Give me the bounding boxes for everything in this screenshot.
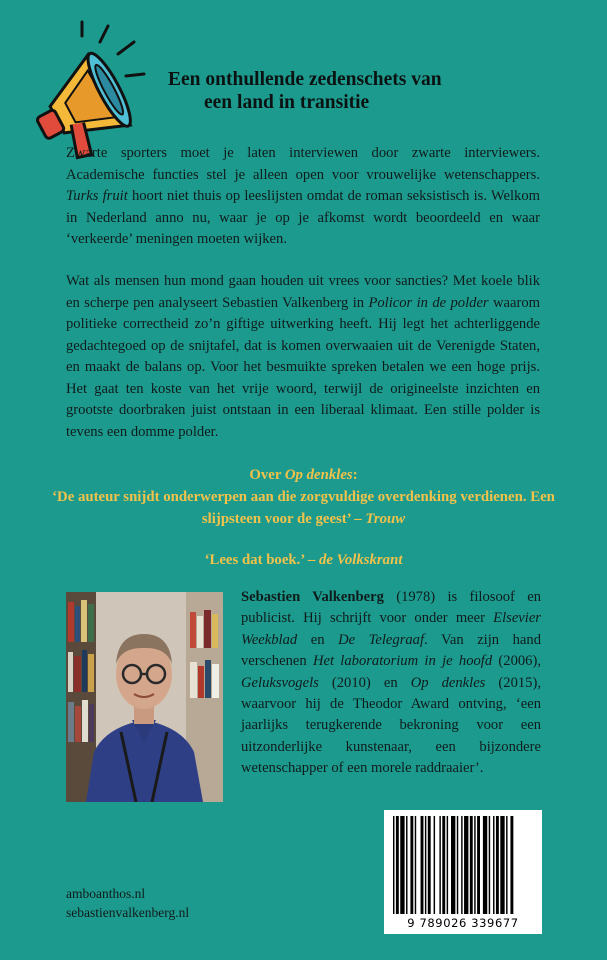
author-bio <box>241 587 541 780</box>
publisher-url[interactable]: amboanthos.nl <box>66 886 146 901</box>
quote-heading-title: Op denkles <box>284 467 353 483</box>
bio-title-telegraaf: De Telegraaf <box>338 631 425 648</box>
book-title-policor: Policor in de polder <box>368 294 489 311</box>
paragraph-intro <box>66 143 540 251</box>
websites <box>66 884 266 922</box>
bio-text-4: (2006), <box>492 653 541 670</box>
headline-line-2: een land in transitie <box>204 92 370 113</box>
headline-line-1: Een onthullende zedenschets van <box>168 69 442 90</box>
bio-title-elsevier: Elsevier Weekblad <box>241 610 541 648</box>
bio-text-6: (2015), waarvoor hij de Theodor Award ontving, ‘een jaarlijks terugkerende bekroning voor een uitzonderlijke kunstenaar, een bijzondere wetenschapper of een morele raddraaier’. <box>241 674 541 777</box>
headline <box>168 68 588 114</box>
paragraph-intro-part1: Zwarte sporters moet je laten interviewen door zwarte interviewers. Academische functies stel je alleen open voor vrouwelijke wetenschappers. <box>66 145 540 183</box>
bio-text-1: (1978) is filosoof en publicist. Hij schrijft voor onder meer <box>241 589 541 627</box>
quote-heading-suffix: : <box>352 467 358 483</box>
barcode <box>384 810 542 934</box>
quote-volkskrant-text: ‘Lees dat boek.’ – <box>204 552 319 568</box>
quote-volkskrant-source: de Volkskrant <box>318 552 403 568</box>
bio-title-laboratorium: Het laboratorium in je hoofd <box>312 653 493 670</box>
bio-text-5: (2010) en <box>318 674 411 691</box>
megaphone-icon <box>22 20 162 160</box>
paragraph-intro-part2: hoort niet thuis op leeslijsten omdat de roman seksistisch is. Welkom in Nederland anno nu, waar je op je afkomst wordt beoordeeld en waar ‘verkeerde’ meningen moeten wijken. <box>66 188 541 247</box>
paragraph-summary-part2: waarom politieke correctheid zo’n giftige uitwerking heeft. Hij legt het achterliggende gedachtegoed op de snijtafel, dat is komen overwaaien uit de Verenigde Staten, en maakt de balans op. Voor het besmuikte spreken betalen we een hoge prijs. Het gaat ten koste van het vrije woord, terwijl de origineelste inzichten en grootste doorbraken juist ontstaan in een liberaal klimaat. Een stille polder is tevens een domme polder. <box>66 294 540 440</box>
paragraph-summary-part1: Wat als mensen hun mond gaan houden uit vrees voor sancties? Met koele blik en scherpe pen analyseert Sebastien Valkenberg in <box>66 273 540 311</box>
isbn-number: 9 789026 339677 <box>407 916 519 930</box>
quote-trouw-source: Trouw <box>365 511 406 527</box>
quote-trouw-text: ‘De auteur snijdt onderwerpen aan die zorgvuldige overdenking verdienen. Een slijpsteen voor de geest’ – <box>52 489 555 527</box>
bio-title-op-denkles: Op denkles <box>410 674 486 691</box>
paragraph-summary <box>66 271 540 443</box>
bio-title-geluksvogels: Geluksvogels <box>241 674 319 691</box>
book-title-turks-fruit: Turks fruit <box>66 188 128 204</box>
author-url[interactable]: sebastienvalkenberg.nl <box>66 905 190 920</box>
review-quotes <box>40 464 567 571</box>
quote-heading <box>40 464 567 486</box>
quote-trouw <box>40 486 567 530</box>
author-photo <box>66 592 223 802</box>
bio-text-3: . Van zijn hand verschenen <box>241 631 541 670</box>
quote-volkskrant <box>40 549 567 571</box>
quote-heading-prefix: Over <box>249 467 285 483</box>
author-name: Sebastien Valkenberg <box>241 589 384 605</box>
bio-text-2: en <box>297 631 339 648</box>
